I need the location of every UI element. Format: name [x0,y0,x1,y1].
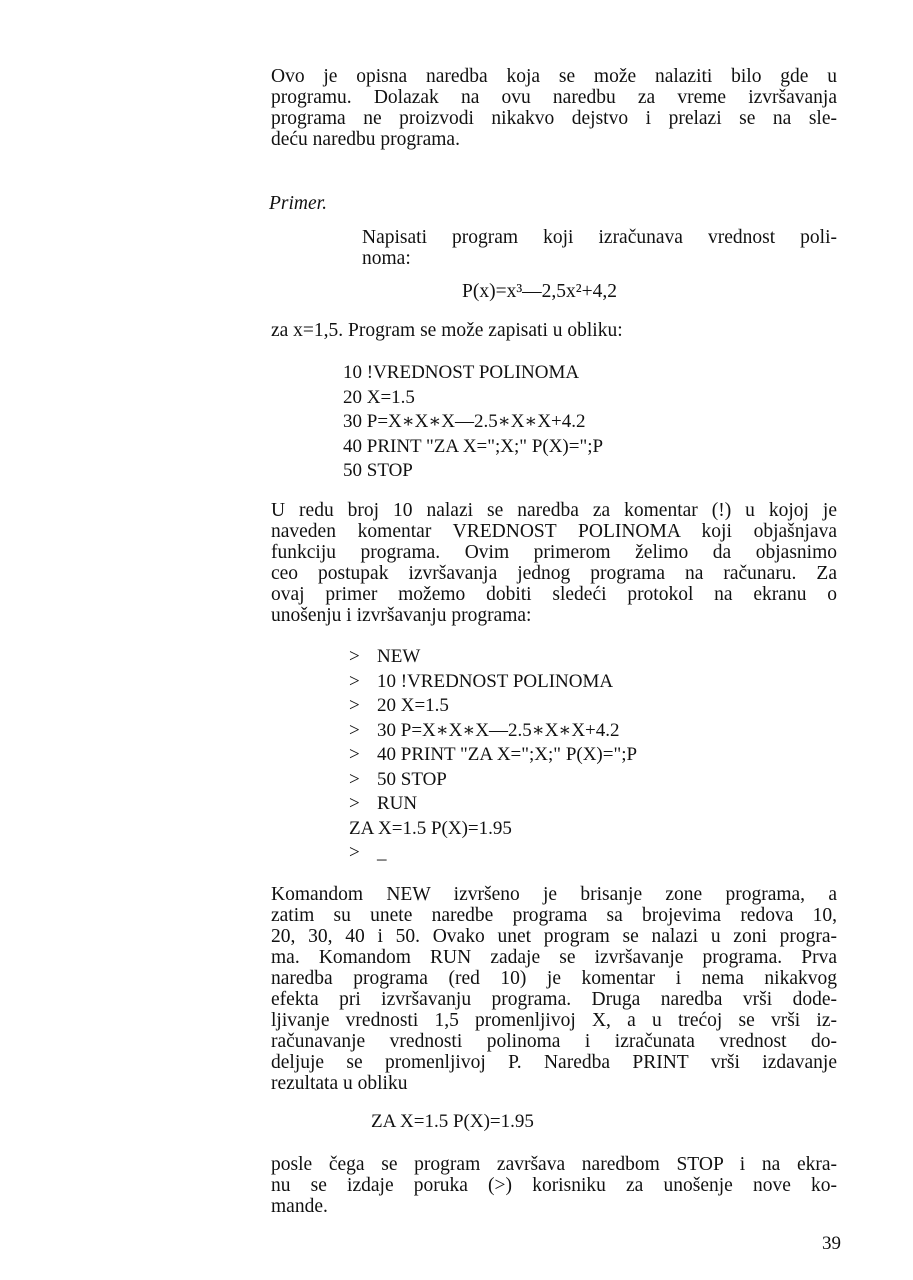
formula-rhs: =x³—2,5x²+4,2 [495,281,618,302]
intro-line-4: deću naredbu programa. [271,129,460,150]
commands-line-1: Komandom NEW izvršeno je brisanje zone programa, a [271,884,837,905]
program-line-50: 50 STOP [343,460,413,481]
commands-line-10: rezultata u obliku [271,1073,408,1094]
result-line: ZA X=1.5 P(X)=1.95 [371,1111,534,1132]
closing-line-3: mande. [271,1196,328,1217]
intro-line-2: programu. Dolazak na ovu naredbu za vreme izvršavanja [271,87,837,108]
intro-paragraph [271,66,837,150]
commands-line-4: ma. Komandom RUN zadaje se izvršavanje programa. Prva [271,947,837,968]
session-line-new [349,645,637,670]
session-line-20 [349,694,637,719]
polynomial-formula [462,281,617,303]
prompt-symbol: > [349,670,360,692]
prompt-symbol: > [349,719,360,741]
for-x-paragraph [271,320,837,341]
explanation-paragraph [271,500,837,626]
for-x-line: za x=1,5. Program se može zapisati u obliku: [271,320,623,341]
session-command: 10 !VREDNOST POLINOMA [377,670,614,692]
prompt-symbol: > [349,646,360,667]
session-line-50 [349,768,637,793]
closing-line-1: posle čega se program završava naredbom STOP i na ekra- [271,1154,837,1175]
program-line-40: 40 PRINT "ZA X=";X;" P(X)=";P [343,435,604,457]
page-number: 39 [822,1233,841,1254]
prompt-symbol: > [349,744,360,765]
session-line-40 [349,743,637,768]
session-final-prompt [349,841,637,866]
formula-lhs: P(x) [462,281,496,302]
session-command: 50 STOP [377,768,447,790]
session-command: 20 X=1.5 [377,695,449,716]
commands-line-2: zatim su unete naredbe programa sa brojevima redova 10, [271,905,837,926]
explanation-line-4: ceo postupak izvršavanja jednog programa na računaru. Za [271,563,837,584]
explanation-line-3: funkciju programa. Ovim primerom želimo da objasnimo [271,542,837,563]
commands-line-3: 20, 30, 40 i 50. Ovako unet program se nalazi u zoni progra- [271,926,837,947]
explanation-line-2: naveden komentar VREDNOST POLINOMA koji objašnjava [271,521,837,542]
intro-line-3: programa ne proizvodi nikakvo dejstvo i prelazi se na sle- [271,108,837,129]
prompt-symbol: > [349,768,360,790]
session-line-run [349,792,637,817]
prompt-symbol: > [349,793,360,814]
session-command: 30 P=X∗X∗X—2.5∗X∗X+4.2 [377,719,620,741]
explanation-line-6: unošenju i izvršavanju programa: [271,605,532,626]
session-line-30 [349,719,637,744]
session-command: RUN [377,793,418,814]
explanation-line-1: U redu broj 10 nalazi se naredba za komentar (!) u kojoj je [271,500,837,521]
cursor: _ [377,842,387,863]
program-line-30: 30 P=X∗X∗X—2.5∗X∗X+4.2 [343,411,586,432]
commands-line-5: naredba programa (red 10) je komentar i nema nikakvog [271,968,837,989]
program-line-10: 10 !VREDNOST POLINOMA [343,362,580,383]
commands-line-6: efekta pri izvršavanju programa. Druga naredba vrši dode- [271,989,837,1010]
commands-paragraph [271,884,837,1094]
explanation-line-5: ovaj primer možemo dobiti sledeći protokol na ekranu o [271,584,837,605]
task-line-2: noma: [362,248,411,269]
commands-line-9: deljuje se promenljivoj P. Naredba PRINT vrši izdavanje [271,1052,837,1073]
intro-line-1: Ovo je opisna naredba koja se može nalaziti bilo gde u [271,66,837,87]
session-line-10 [349,670,637,695]
session-command: NEW [377,646,421,667]
task-paragraph [362,227,837,269]
prompt-symbol: > [349,842,360,863]
session-output-line: ZA X=1.5 P(X)=1.95 [349,817,512,839]
terminal-session [349,645,637,866]
session-command: 40 PRINT "ZA X=";X;" P(X)=";P [377,744,638,765]
prompt-symbol: > [349,695,360,716]
closing-paragraph [271,1154,837,1217]
program-listing [343,361,603,484]
commands-line-7: ljivanje vrednosti 1,5 promenljivoj X, a u trećoj se vrši iz- [271,1010,837,1031]
task-line-1: Napisati program koji izračunava vrednost poli- [362,227,837,248]
closing-line-2: nu se izdaje poruka (>) korisniku za unošenje nove ko- [271,1175,837,1196]
program-line-20: 20 X=1.5 [343,386,415,408]
commands-line-8: računavanje vrednosti polinoma i izračunata vrednost do- [271,1031,837,1052]
example-heading: Primer. [269,193,327,214]
